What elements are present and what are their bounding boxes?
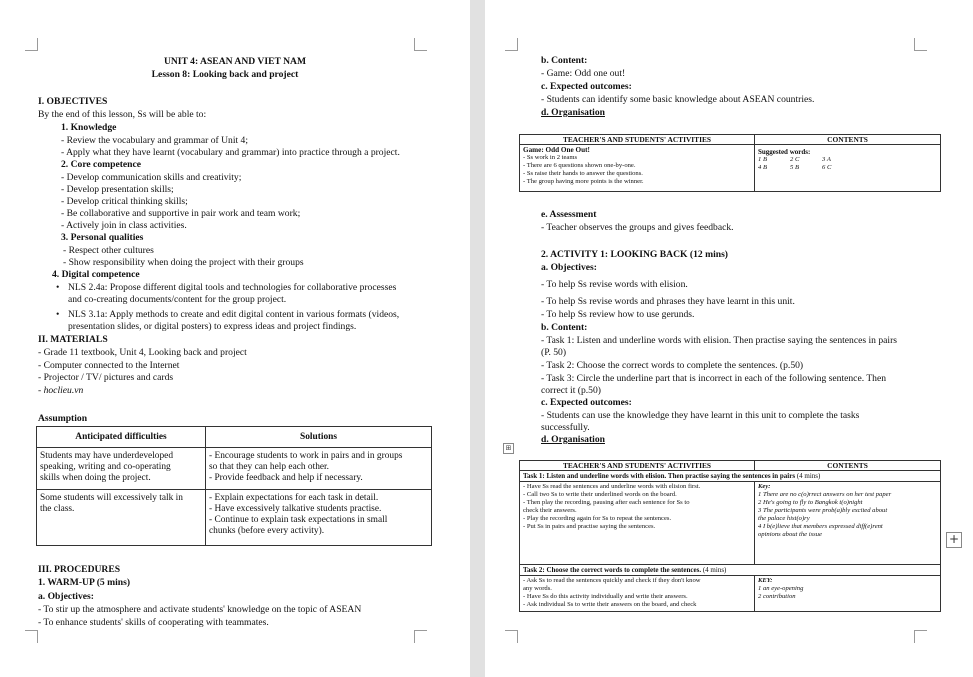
cell-line: skills when doing the project.	[40, 473, 151, 483]
table-row	[520, 145, 941, 192]
core-heading: 2. Core competence	[61, 159, 142, 170]
warmup-objective: - To stir up the atmosphere and activate students' knowledge on the topic of ASEAN	[38, 604, 362, 615]
task-step: check their answers.	[523, 507, 577, 514]
procedures-heading: III. PROCEDURES	[38, 564, 121, 575]
a1-objectives-heading: a. Objectives:	[541, 262, 597, 273]
organisation-heading: d. Organisation	[541, 107, 605, 118]
key-item: 2 He's going to fly to Bangkok t(o)night	[758, 499, 863, 506]
a1-content-item: (P. 50)	[541, 347, 567, 358]
warmup-objectives-heading: a. Objectives:	[38, 591, 94, 602]
materials-item: - Computer connected to the Internet	[38, 360, 180, 371]
table-move-handle-icon[interactable]: ⊞	[503, 443, 514, 454]
cell-line: speaking, writing and co-operating	[40, 462, 171, 472]
content-heading: b. Content:	[541, 55, 588, 66]
task-step: - Then play the recording, pausing after each sentence for Ss to	[523, 499, 690, 506]
table-row	[37, 490, 432, 546]
lesson-title: Lesson 8: Looking back and project	[151, 69, 299, 80]
table-row	[520, 576, 941, 612]
table-header: Anticipated difficulties	[37, 427, 206, 448]
margin-mark	[414, 38, 427, 51]
margin-mark	[914, 630, 927, 643]
document-page-left	[0, 0, 470, 677]
margin-mark	[414, 630, 427, 643]
game-step: - Ss work in 2 teams	[523, 154, 578, 161]
a1-objective: - To help Ss revise words with elision.	[541, 279, 688, 290]
a1-expected-item: successfully.	[541, 422, 590, 433]
materials-item: - Projector / TV/ pictures and cards	[38, 372, 174, 383]
assessment-heading: e. Assessment	[541, 209, 597, 220]
nls-item: and co-creating documents/content for the group project.	[68, 294, 287, 305]
game-table	[519, 134, 941, 192]
core-item: - Develop presentation skills;	[61, 184, 174, 195]
answer-item: 2 C	[790, 156, 800, 163]
margin-mark	[25, 38, 38, 51]
assumption-heading: Assumption	[38, 413, 88, 424]
cell-line: chunks (before every activity).	[209, 526, 325, 536]
a1-content-item: - Task 3: Circle the underline part that is incorrect in each of the following sentence. Then	[541, 373, 887, 384]
key-item: the palace hist(o)ry	[758, 515, 810, 522]
task-step: - Have Ss do this activity individually and write their answers.	[523, 593, 688, 600]
activity1-heading: 2. ACTIVITY 1: LOOKING BACK (12 mins)	[541, 249, 729, 260]
cell-line: Students may have underdeveloped	[40, 451, 174, 461]
key-label: KEY:	[758, 577, 773, 584]
cell-line: - Explain expectations for each task in detail.	[209, 493, 379, 503]
a1-objective: - To help Ss review how to use gerunds.	[541, 309, 695, 320]
answer-item: 4 B	[758, 164, 767, 171]
page-gutter	[470, 0, 485, 677]
answer-item: 6 C	[822, 164, 832, 171]
a1-content-item: - Task 2: Choose the correct words to complete the sentences. (p.50)	[541, 360, 804, 371]
cell-line: Some students will excessively talk in	[40, 493, 183, 503]
warmup-heading: 1. WARM-UP (5 mins)	[38, 577, 131, 588]
table-header: TEACHER'S AND STUDENTS' ACTIVITIES	[520, 461, 755, 471]
cell-line: - Provide feedback and help if necessary.	[209, 473, 363, 483]
personal-heading: 3. Personal qualities	[61, 232, 144, 243]
key-item: opinions about the issue	[758, 531, 822, 538]
nls-item: presentation slides, or digital posters) to express ideas and project findings.	[68, 321, 357, 332]
margin-mark	[505, 630, 518, 643]
key-label: Key:	[758, 483, 771, 490]
a1-organisation-heading: d. Organisation	[541, 434, 605, 445]
objectives-heading: I. OBJECTIVES	[38, 96, 108, 107]
a1-objective: - To help Ss revise words and phrases they have learnt in this unit.	[541, 296, 795, 307]
task-step: - Play the recording again for Ss to repeat the sentences.	[523, 515, 672, 522]
knowledge-heading: 1. Knowledge	[61, 122, 117, 133]
cell-line: - Encourage students to work in pairs and in groups	[209, 451, 403, 461]
task-step: - Put Ss in pairs and practise saying the sentences.	[523, 523, 656, 530]
task-step: - Have Ss read the sentences and underline words with elision first.	[523, 483, 701, 490]
table-row	[520, 482, 941, 565]
expected-heading: c. Expected outcomes:	[541, 81, 632, 92]
task2-time: (4 mins)	[702, 566, 727, 574]
knowledge-item: - Review the vocabulary and grammar of Unit 4;	[61, 135, 249, 146]
cell-line: - Have excessively talkative students practise.	[209, 504, 382, 514]
personal-item: - Show responsibility when doing the project with their groups	[63, 257, 304, 268]
a1-expected-item: - Students can use the knowledge they have learnt in this unit to complete the tasks	[541, 410, 860, 421]
materials-item: - Grade 11 textbook, Unit 4, Looking back and project	[38, 347, 247, 358]
game-title: Game: Odd One Out!	[523, 146, 590, 154]
table-header: Solutions	[206, 427, 432, 448]
task-step: - Call two Ss to write their underlined words on the board.	[523, 491, 677, 498]
assumption-table	[36, 426, 432, 546]
table-row	[37, 448, 432, 490]
task-table	[519, 460, 941, 612]
task-step: any words.	[523, 585, 552, 592]
table-header: TEACHER'S AND STUDENTS' ACTIVITIES	[520, 135, 755, 145]
document-page-right	[485, 0, 973, 677]
task1-time: (4 mins)	[796, 472, 821, 480]
a1-expected-heading: c. Expected outcomes:	[541, 397, 632, 408]
task1-title: Task 1: Listen and underline words with elision. Then practise saying the sentences in pairs	[523, 472, 796, 480]
key-item: 2 contribution	[758, 593, 796, 600]
task-step: - Ask individual Ss to write their answers on the board, and check	[523, 601, 697, 608]
materials-item: - hoclieu.vn	[38, 385, 84, 396]
answer-grid	[758, 156, 937, 172]
core-item: - Actively join in class activities.	[61, 220, 187, 231]
cell-line: so that they can help each other.	[209, 462, 330, 472]
materials-heading: II. MATERIALS	[38, 334, 108, 345]
bullet-icon: •	[56, 282, 60, 293]
margin-mark	[505, 38, 518, 51]
a1-content-item: correct it (p.50)	[541, 385, 601, 396]
digital-heading: 4. Digital competence	[52, 269, 140, 280]
core-item: - Develop communication skills and creativity;	[61, 172, 242, 183]
table-header: CONTENTS	[755, 461, 941, 471]
answer-item: 5 B	[790, 164, 799, 171]
a1-content-item: - Task 1: Listen and underline words with elision. Then practise saying the sentences in pairs	[541, 335, 897, 346]
answer-item: 3 A	[822, 156, 831, 163]
suggested-label: Suggested words:	[758, 148, 811, 156]
knowledge-item: - Apply what they have learnt (vocabulary and grammar) into practice through a project.	[61, 147, 400, 158]
cell-line: the class.	[40, 504, 75, 514]
table-header: CONTENTS	[755, 135, 941, 145]
key-item: 1 an eye-opening	[758, 585, 804, 592]
bullet-icon: •	[56, 309, 60, 320]
nls-item: NLS 2.4a: Propose different digital tools and technologies for collaborative processes	[68, 282, 397, 293]
answer-item: 1 B	[758, 156, 767, 163]
cell-line: - Continue to explain task expectations in small	[209, 515, 388, 525]
game-step: - There are 6 questions shown one-by-one.	[523, 162, 636, 169]
expected-item: - Students can identify some basic knowledge about ASEAN countries.	[541, 94, 815, 105]
game-step: - The group having more points is the winner.	[523, 178, 644, 185]
key-item: 4 I b(e)lieve that members expressed diff(e)rent	[758, 523, 883, 530]
margin-mark	[25, 630, 38, 643]
game-step: - Ss raise their hands to answer the questions.	[523, 170, 643, 177]
table-row	[520, 565, 941, 576]
add-row-button[interactable]: +	[946, 532, 962, 548]
core-item: - Be collaborative and supportive in pair work and team work;	[61, 208, 301, 219]
unit-title: UNIT 4: ASEAN AND VIET NAM	[163, 56, 307, 67]
nls-item: NLS 3.1a: Apply methods to create and edit digital content in various formats (videos,	[68, 309, 400, 320]
task-step: - Ask Ss to read the sentences quickly and check if they don't know	[523, 577, 701, 584]
warmup-objective: - To enhance students' skills of cooperating with teammates.	[38, 617, 269, 628]
core-item: - Develop critical thinking skills;	[61, 196, 188, 207]
table-row	[520, 471, 941, 482]
key-item: 1 There are no c(o)rrect answers on her test paper	[758, 491, 892, 498]
task2-title: Task 2: Choose the correct words to complete the sentences.	[523, 566, 702, 574]
key-item: 3 The participants were prob(a)bly excited about	[758, 507, 888, 514]
content-item: - Game: Odd one out!	[541, 68, 626, 79]
assessment-item: - Teacher observes the groups and gives feedback.	[541, 222, 734, 233]
a1-content-heading: b. Content:	[541, 322, 588, 333]
objectives-intro: By the end of this lesson, Ss will be able to:	[38, 109, 207, 120]
margin-mark	[914, 38, 927, 51]
personal-item: - Respect other cultures	[63, 245, 154, 256]
